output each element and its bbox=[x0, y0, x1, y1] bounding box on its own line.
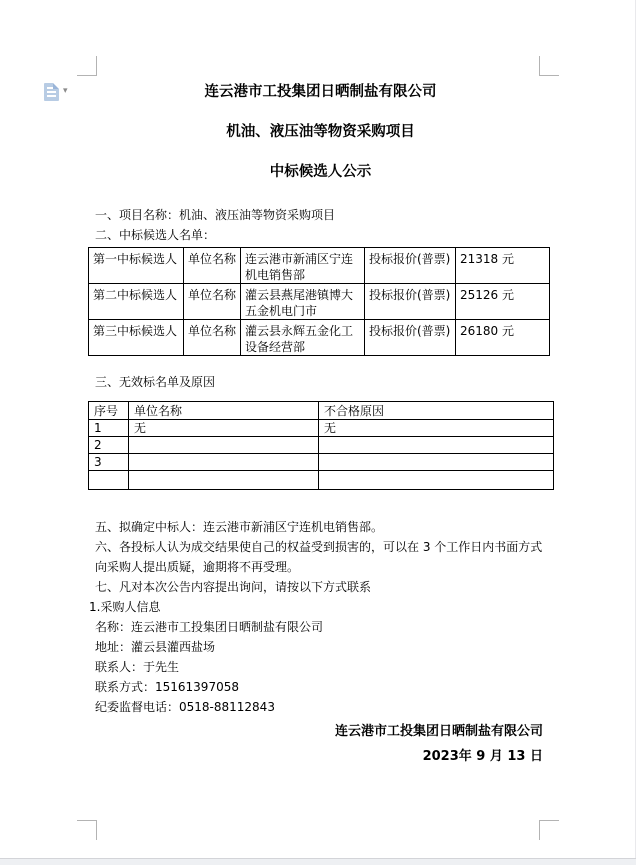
invalid-row-4 bbox=[89, 471, 554, 490]
section-invalid-bids: 三、无效标名单及原因 bbox=[95, 375, 216, 389]
invalid-row-3 bbox=[89, 454, 554, 471]
unit-label-cell: 单位名称 bbox=[184, 284, 241, 320]
candidate-rank-cell: 第二中标候选人 bbox=[89, 284, 184, 320]
section-objection: 六、各投标人认为成交结果使自己的权益受到损害的，可以在 3 个工作日内书面方式向采购人提出质疑，逾期将不再受理。 bbox=[95, 540, 543, 574]
price-value-cell: 25126 元 bbox=[456, 284, 550, 320]
seq-cell: 2 bbox=[89, 437, 129, 454]
invalid-row-1 bbox=[89, 420, 554, 437]
supervision-phone-line: 纪委监督电话：0518-88112843 bbox=[95, 700, 275, 714]
column-header-seq: 序号 bbox=[89, 402, 129, 420]
unit-name-cell: 连云港市新浦区宁连机电销售部 bbox=[241, 248, 365, 284]
reason-cell bbox=[319, 471, 554, 490]
page-bottom-edge bbox=[0, 858, 636, 865]
unit-cell bbox=[129, 471, 319, 490]
title-line-project: 机油、液压油等物资采购项目 bbox=[226, 124, 415, 140]
invalid-table-header-row bbox=[89, 402, 554, 420]
price-value-cell: 21318 元 bbox=[456, 248, 550, 284]
buyer-name-line: 名称：连云港市工投集团日晒制盐有限公司 bbox=[95, 620, 324, 634]
unit-name-cell: 灌云县燕尾港镇博大五金机电门市 bbox=[241, 284, 365, 320]
title-line-notice: 中标候选人公示 bbox=[269, 164, 372, 180]
document-body bbox=[88, 76, 553, 767]
text-boundary-mark-bottom-left bbox=[77, 820, 97, 840]
unit-label-cell: 单位名称 bbox=[184, 248, 241, 284]
section-project-name: 一、项目名称：机油、液压油等物资采购项目 bbox=[95, 208, 336, 222]
paste-options-icon[interactable] bbox=[44, 83, 59, 101]
unit-name-cell: 灌云县永辉五金化工设备经营部 bbox=[241, 320, 365, 356]
section-winner: 五、拟确定中标人：连云港市新浦区宁连机电销售部。 bbox=[95, 520, 384, 534]
signature-company: 连云港市工投集团日晒制盐有限公司 bbox=[334, 724, 543, 739]
candidate-row-2 bbox=[89, 284, 550, 320]
seq-cell: 1 bbox=[89, 420, 129, 437]
unit-cell bbox=[129, 437, 319, 454]
section-contact-intro: 七、凡对本次公告内容提出询问，请按以下方式联系 bbox=[95, 580, 372, 594]
buyer-info-heading: 1.采购人信息 bbox=[89, 600, 161, 614]
candidate-row-1 bbox=[89, 248, 550, 284]
column-header-reason: 不合格原因 bbox=[319, 402, 554, 420]
price-label-cell: 投标报价(普票) bbox=[365, 284, 456, 320]
candidate-rank-cell: 第三中标候选人 bbox=[89, 320, 184, 356]
reason-cell: 无 bbox=[319, 420, 554, 437]
candidate-row-3 bbox=[89, 320, 550, 356]
invalid-row-2 bbox=[89, 437, 554, 454]
buyer-contact-person-line: 联系人：于先生 bbox=[95, 660, 180, 674]
unit-cell bbox=[129, 454, 319, 471]
title-line-company: 连云港市工投集团日晒制盐有限公司 bbox=[204, 84, 437, 100]
paste-options-button[interactable] bbox=[42, 81, 76, 103]
text-boundary-mark-top-right bbox=[539, 56, 559, 76]
invalid-bids-table bbox=[88, 401, 554, 490]
reason-cell bbox=[319, 437, 554, 454]
text-boundary-mark-top-left bbox=[77, 56, 97, 76]
candidate-rank-cell: 第一中标候选人 bbox=[89, 248, 184, 284]
buyer-address-line: 地址：灌云县灌西盐场 bbox=[95, 640, 216, 654]
reason-cell bbox=[319, 454, 554, 471]
price-value-cell: 26180 元 bbox=[456, 320, 550, 356]
candidates-table bbox=[88, 247, 550, 356]
unit-cell: 无 bbox=[129, 420, 319, 437]
buyer-phone-line: 联系方式：15161397058 bbox=[95, 680, 239, 694]
column-header-unit: 单位名称 bbox=[129, 402, 319, 420]
seq-cell bbox=[89, 471, 129, 490]
text-boundary-mark-bottom-right bbox=[539, 820, 559, 840]
price-label-cell: 投标报价(普票) bbox=[365, 248, 456, 284]
price-label-cell: 投标报价(普票) bbox=[365, 320, 456, 356]
chevron-down-icon[interactable]: ▾ bbox=[63, 86, 68, 96]
unit-label-cell: 单位名称 bbox=[184, 320, 241, 356]
seq-cell: 3 bbox=[89, 454, 129, 471]
section-candidate-list: 二、中标候选人名单： bbox=[95, 228, 216, 242]
signature-date: 2023年 9 月 13 日 bbox=[422, 749, 543, 764]
